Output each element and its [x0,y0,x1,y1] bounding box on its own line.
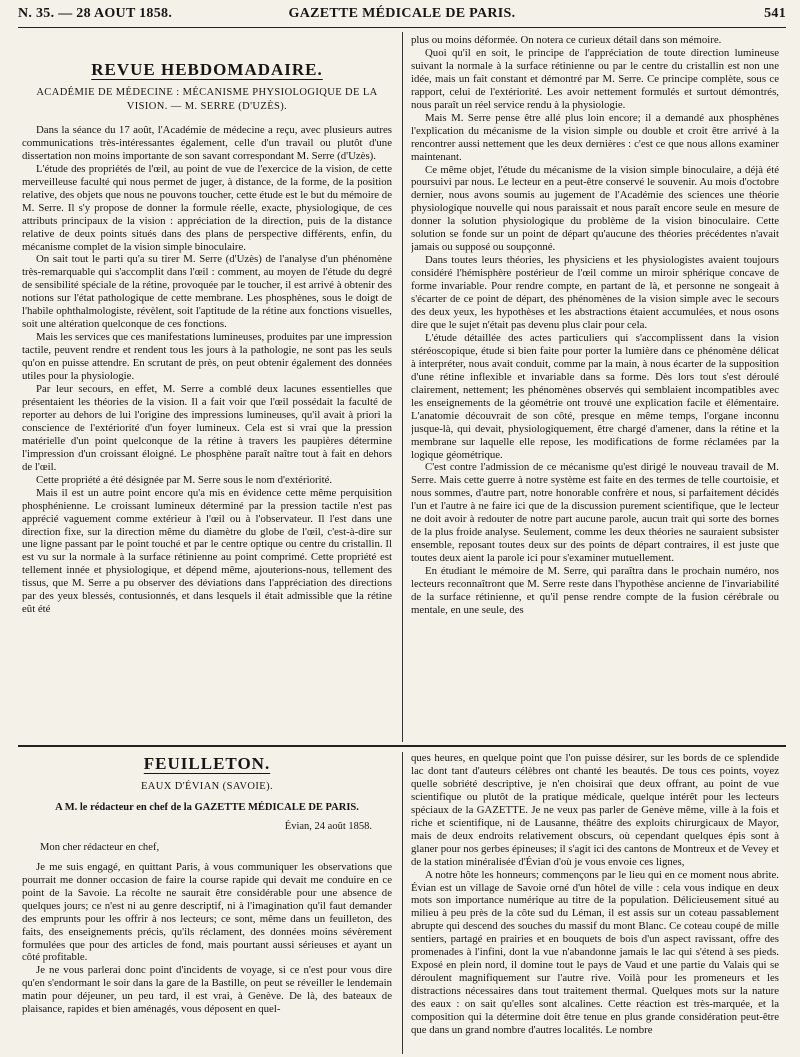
feuilleton-paragraph: ques heures, en quelque point que l'on puisse désirer, sur les bords de ce splendide lac dont tant d'auteurs célèbres ont chanté les beautés. De tous ces points, voyez quelle sobriété descriptive, je n'en choisirai que deux offrant, au point de vue scientifique ou plutôt de la pratique médicale, quelque intérêt pour les lecteurs spéciaux de la GAZETTE. Je ne veux pas parler de Genève même, ville à la fois et riche et scientifique, ni de Lausanne, théâtre des exploits chirurgicaux de Mayor, mais de deux endroits relativement obscurs, où cependant quelques épis sont à glaner pour nos gerbes épineuses; il s'agit ici des cantons de Montreux et de Vevey et de la station minéralisée d'Évian d'où je vous envoie ces lignes, [411,752,779,868]
revue-paragraph: C'est contre l'admission de ce mécanisme qu'est dirigé le nouveau travail de M. Serre. Mais cette guerre à notre système est faite en des termes de telle courtoisie, et nous sommes, d'autre part, notre honorable confrère et nous, si parfaitement décidés l'un et l'autre à ne faire ici que de la discussion purement scientifique, que le lecteur ne doit avoir à redouter de notre part aucune parole, aucun trait qui sorte des bornes de la plus froide analyse. Seulement, comme les deux théories ne sauraient subsister ensemble, reposant toutes deux sur des points de départ contraires, il est juste que toutes deux aient la parole ici pour s'examiner mutuellement. [411,461,779,565]
feuilleton-left-column [22,758,392,1054]
page-number: 541 [764,6,786,21]
revue-right-column [411,34,779,741]
revue-paragraph: L'étude détaillée des actes particuliers qui s'accomplissent dans la vision stéréoscopique, étude si bien faite pour porter la lumière dans ce phénomène délicat à interpréter, nous avait conduit, comme par la main, à nous écarter de la supposition d'une rétine inflexible et invariable dans sa forme. Dès lors tout s'est déroulé clairement, nettement; les phénomènes observés qui semblaient incompatibles avec les enseignements de la géométrie ont trouvé une explication facile et élémentaire. L'anatomie découvrait de son côté, presque en même temps, l'organe inconnu jusque-là, qui devait, physiologiquement, être chargé d'amener, dans la rétine et la membrane sur laquelle elle repose, les modifications de forme réclamées par la logique géométrique. [411,331,779,461]
feuilleton-paragraph: Je ne vous parlerai donc point d'incidents de voyage, si ce n'est pour vous dire qu'en s'endormant le soir dans la gare de la Bastille, on peut se réveiller le lendemain matin pour déjeuner, un peu tard, il est vrai, à Genève. De là, des bateaux de plaisance, rapides et bien aménagés, vous déposent en quel- [22,964,392,1016]
feuilleton-place-date: Évian, 24 août 1858. [284,820,372,832]
revue-paragraph: Mais il est un autre point encore qu'a mis en évidence cette même perquisition phosphénienne. Le croissant lumineux déterminé par la pression tactile n'est pas apprécié vaguement comme extérieur à l'œil ou à l'observateur. Il l'est dans une direction fixe, sur la direction même du diamètre du globe de l'œil, c'est-à-dire sur une ligne passant par le point touché et par le centre optique ou centre du cristallin. Il est vu sur la normale à la surface rétinienne au point comprimé. Cette propriété est tellement innée et physiologique, et dépend même, ajouterions-nous, tellement des tissus, que M. Serre a pu observer des déviations dans l'appréciation des directions par des yeux blessés, contusionnés, et dans lesquels il était admissible que la rétine eût été [22,486,392,616]
issue-line: N. 35. — 28 AOUT 1858. [18,6,173,21]
feuilleton-title: FEUILLETON. [143,758,271,773]
revue-left-column [22,64,392,741]
feuilleton-subtitle: EAUX D'ÉVIAN (SAVOIE). [140,780,274,792]
revue-paragraph: On sait tout le parti qu'a su tirer M. Serre (d'Uzès) de l'analyse d'un phénomène très-remarquable qui s'accomplit dans l'œil : comment, au moyen de l'étude du degré de sensibilité spéciale de la rétine, provoquée par le toucher, il est arrivé à obtenir des notions sur l'état pathologique de cette membrane. Les phosphènes, sous le doigt de l'habile ophthalmologiste, révèlent, soit l'aptitude de la rétine aux fonctions visuelles, soit une altération quelconque de ces fonctions. [22,253,392,331]
revue-paragraph: Mais les services que ces manifestations lumineuses, produites par une impression tactile, peuvent rendre et rendent tous les jours à la pathologie, ne sont pas les seuls qu'on en puisse attendre. En scrutant de près, on peut obtenir également des données utiles pour la physiologie. [22,331,392,383]
revue-paragraph: Ce même objet, l'étude du mécanisme de la vision simple binoculaire, a déjà été poursuivi par nous. Le lecteur en a peut-être conservé le souvenir. Au mois d'octobre dernier, nous avons soumis au jugement de l'Académie des sciences une théorie physiologique nouvelle qui nous paraissait et nous paraît encore seule en mesure de donner la solution physiologique du problème de la vision binoculaire. Cette solution se fonde sur un point de départ qu'aucune des théories précédentes n'avait jamais ou supposé ou soupçonné. [411,163,779,254]
page-header [18,4,786,26]
feuilleton-paragraph: A notre hôte les honneurs; commençons par le lieu qui en ce moment nous abrite. Évian est un village de Savoie orné d'un hôtel de ville : cela vous indique en deux mots son importance numérique au titre de la population. Délicieusement situé au milieu à peu près de la côte sud du Léman, il est assis sur un coteau passablement abrupte qui descend des souches du massif du mont Blanc. Ce coteau coupé de mille sentiers, partagé en prairies et en bouquets de bois d'un aspect ravissant, offre des promenades à l'infini, dont la vue n'abandonne jamais le lac qui s'étend à ses pieds. Exposé en plein nord, il domine tout le pays de Vaud et une partie du Valais qui se déroulent magnifiquement sur l'autre rive. Voilà pour les promeneurs et les distractions nécessaires dans tout traitement thermal. Quelques mots sur la nature des eaux : on sait qu'elles sont alcalines. Cette réaction est très-marquée, et la composition qui la détermine doit être tenue en plus grande considération peut-être que dans un grand nombre d'autres localités. Le nombre [411,868,779,1037]
revue-paragraph: Mais M. Serre pense être allé plus loin encore; il a demandé aux phosphènes l'explication du mécanisme de la vision simple ou double et croit être arrivé à la rencontrer aussi nettement que les deux dernières : c'est ce que nous allons examiner maintenant. [411,111,779,163]
revue-title: REVUE HEBDOMADAIRE. [91,64,323,79]
revue-paragraph: L'étude des propriétés de l'œil, au point de vue de l'exercice de la vision, de cette merveilleuse faculté qui nous permet de juger, à distance, de la forme, de la position relative, des objets que nous ne pouvons toucher, cette étude est le but du mémoire de M. Serre. Il s'y propose de donner la formule réelle, exacte, physiologique, de ces attributs principaux de la vision : appréciation de la direction, puis de la distance relative de deux points situés dans des plans de perspective différents, enfin, du mécanisme complet de la vision simple binoculaire. [22,162,392,253]
feuilleton-salutation: Mon cher rédacteur en chef, [40,841,160,853]
feuilleton-addressee: A M. le rédacteur en chef de la GAZETTE MÉDICALE DE PARIS. [55,801,359,813]
revue-paragraph: Par leur secours, en effet, M. Serre a comblé deux lacunes essentielles que présentaient les théories de la vision. Il a fait voir que l'œil possédait la faculté de reporter au dehors de lui l'origine des impressions lumineuses, qu'il avait à priori la conscience de l'extériorité d'un foyer lumineux. Cela est si vrai que la pression matérielle d'un point quelconque de la rétine à travers les paupières détermine l'impression d'un croissant éloigné. Le phosphène paraît naître tout à fait en dehors de l'œil. [22,383,392,473]
revue-paragraph: Dans toutes leurs théories, les physiciens et les physiologistes avaient toujours considéré l'hémisphère postérieur de l'œil comme un miroir sphérique concave de forme invariable. Pour rendre compte, en partant de là, et personne ne songeait à s'écarter de ce point de départ, des phénomènes de la vision simple avec le secours des deux yeux, les hypothèses et les abstractions étaient accumulées, et nous osons dire que le sujet n'était pas devenu plus clair pour cela. [411,254,779,331]
feuilleton-right-column [411,752,779,1054]
revue-paragraph: Quoi qu'il en soit, le principe de l'appréciation de toute direction lumineuse suivant la normale à la surface rétinienne ou par le centre du cristallin est non une idée, mais un fait constant et démontré par M. Serre. Ce principe complète, sous ce rapport, celui de l'extériorité. Les avoir nettement formulés et surtout démontrés, nous paraît un réel service rendu à la physiologie. [411,46,779,111]
feuilleton-paragraph: Je me suis engagé, en quittant Paris, à vous communiquer les observations que pourrait me donner occasion de faire la course rapide qui devait me conduire en ce point de la Savoie. La récolte ne saurait être considérable pour une absence de quelques jours; ce n'est ni au genre descriptif, ni à l'imagination qu'il faut demander des emprunts pour les offrir à nos lecteurs; ce sont, même dans un feuilleton, des faits, des enseignements précis, qu'ils réclament, des données moins sévèrement formulées que pour des articles de fond, mais pourtant aussi sérieuses et ayant un côté profitable. [22,860,392,964]
column-divider [402,32,403,742]
feuilleton-column-divider [402,752,403,1054]
revue-paragraph: Dans la séance du 17 août, l'Académie de médecine a reçu, avec plusieurs autres communications très-intéressantes également, celle d'un travail ou plutôt d'une dissertation non moins importante de son savant correspondant M. Serre (d'Uzès). [22,123,392,162]
revue-paragraph: Cette propriété a été désignée par M. Serre sous le nom d'extériorité. [36,473,333,486]
journal-title: GAZETTE MÉDICALE DE PARIS. [288,6,516,21]
revue-subtitle: ACADÉMIE DE MÉDECINE : MÉCANISME PHYSIOLOGIQUE DE LA VISION. — M. SERRE (D'UZÈS). [36,86,378,112]
feuilleton-rule [18,745,786,747]
revue-paragraph: En étudiant le mémoire de M. Serre, qui paraîtra dans le prochain numéro, nos lecteurs reconnaîtront que M. Serre reste dans l'hypothèse ancienne de l'invariabilité de la surface rétinienne, et qu'il pense rendre compte de la fusion cérébrale ou mentale, en une seule, des [411,565,779,616]
header-rule [18,27,786,28]
revue-paragraph: plus ou moins déformée. On notera ce curieux détail dans son mémoire. [411,34,722,46]
